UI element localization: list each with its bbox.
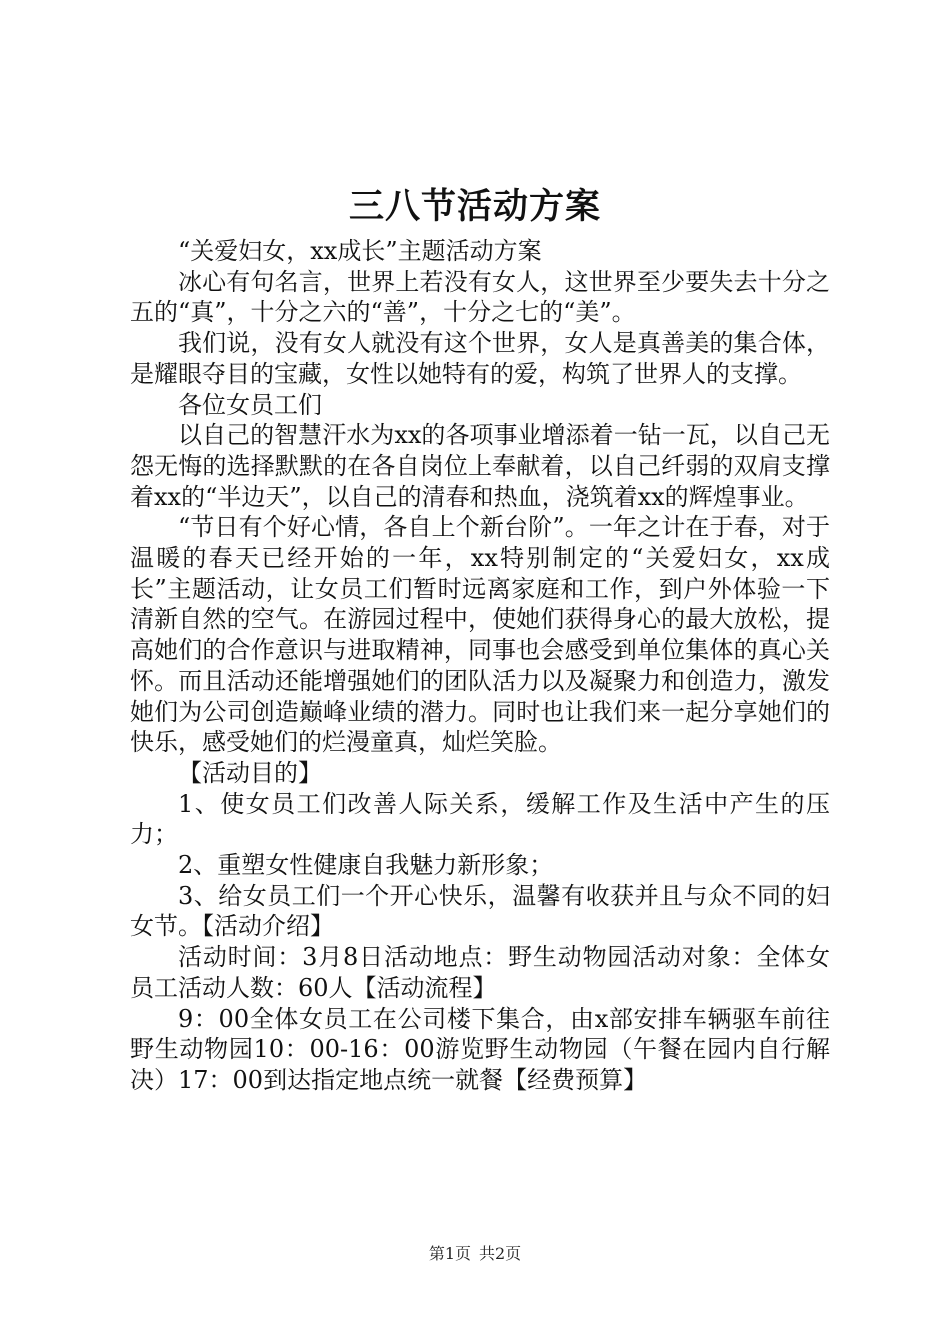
paragraph: 活动时间：3月8日活动地点：野生动物园活动对象：全体女员工活动人数：60人【活动流程】 <box>130 943 830 1002</box>
document-body <box>130 236 830 1096</box>
paragraph: 各位女员工们 <box>178 390 322 419</box>
document-title: 三八节活动方案 <box>348 186 601 227</box>
list-item: 3、给女员工们一个开心快乐，温馨有收获并且与众不同的妇女节。【活动介绍】 <box>130 881 830 941</box>
paragraph: 我们说，没有女人就没有这个世界，女人是真善美的集合体，是耀眼夺目的宝藏，女性以她特有的爱，构筑了世界人的支撑。 <box>130 329 830 388</box>
page-total: 共2页 <box>479 1244 522 1263</box>
paragraph: 以自己的智慧汗水为xx的各项事业增添着一钻一瓦，以自己无怨无悔的选择默默的在各自岗位上奉献着，以自己纤弱的双肩支撑着xx的“半边天”，以自己的清春和热血，浇筑着xx的辉煌事业。 <box>130 421 830 511</box>
list-item: 1、使女员工们改善人际关系，缓解工作及生活中产生的压力； <box>130 789 830 849</box>
list-item: 2、重塑女性健康自我魅力新形象； <box>178 851 554 880</box>
paragraph-subtitle: “关爱妇女，xx成长”主题活动方案 <box>178 237 542 265</box>
paragraph: 9：00全体女员工在公司楼下集合，由x部安排车辆驱车前往野生动物园10：00-16：00游览野生动物园（午餐在园内自行解决）17：00到达指定地点统一就餐【经费预算】 <box>130 1004 830 1094</box>
page-number: 第1页 <box>428 1244 471 1263</box>
paragraph: “节日有个好心情，各自上个新台阶”。一年之计在于春，对于温暖的春天已经开始的一年，xx特别制定的“关爱妇女，xx成长”主题活动，让女员工们暂时远离家庭和工作，到户外体验一下清新自然的空气。在游园过程中，使她们获得身心的最大放松，提高她们的合作意识与进取精神，同事也会感受到单位集体的真心关怀。而且活动还能增强她们的团队活力以及凝聚力和创造力，激发她们为公司创造巅峰业绩的潜力。同时也让我们来一起分享她们的快乐，感受她们的烂漫童真，灿烂笑脸。 <box>130 513 830 757</box>
page-footer <box>0 1244 950 1264</box>
section-heading-purpose: 【活动目的】 <box>178 758 322 787</box>
paragraph: 冰心有句名言，世界上若没有女人，这世界至少要失去十分之五的“真”，十分之六的“善”，十分之七的“美”。 <box>130 267 830 327</box>
